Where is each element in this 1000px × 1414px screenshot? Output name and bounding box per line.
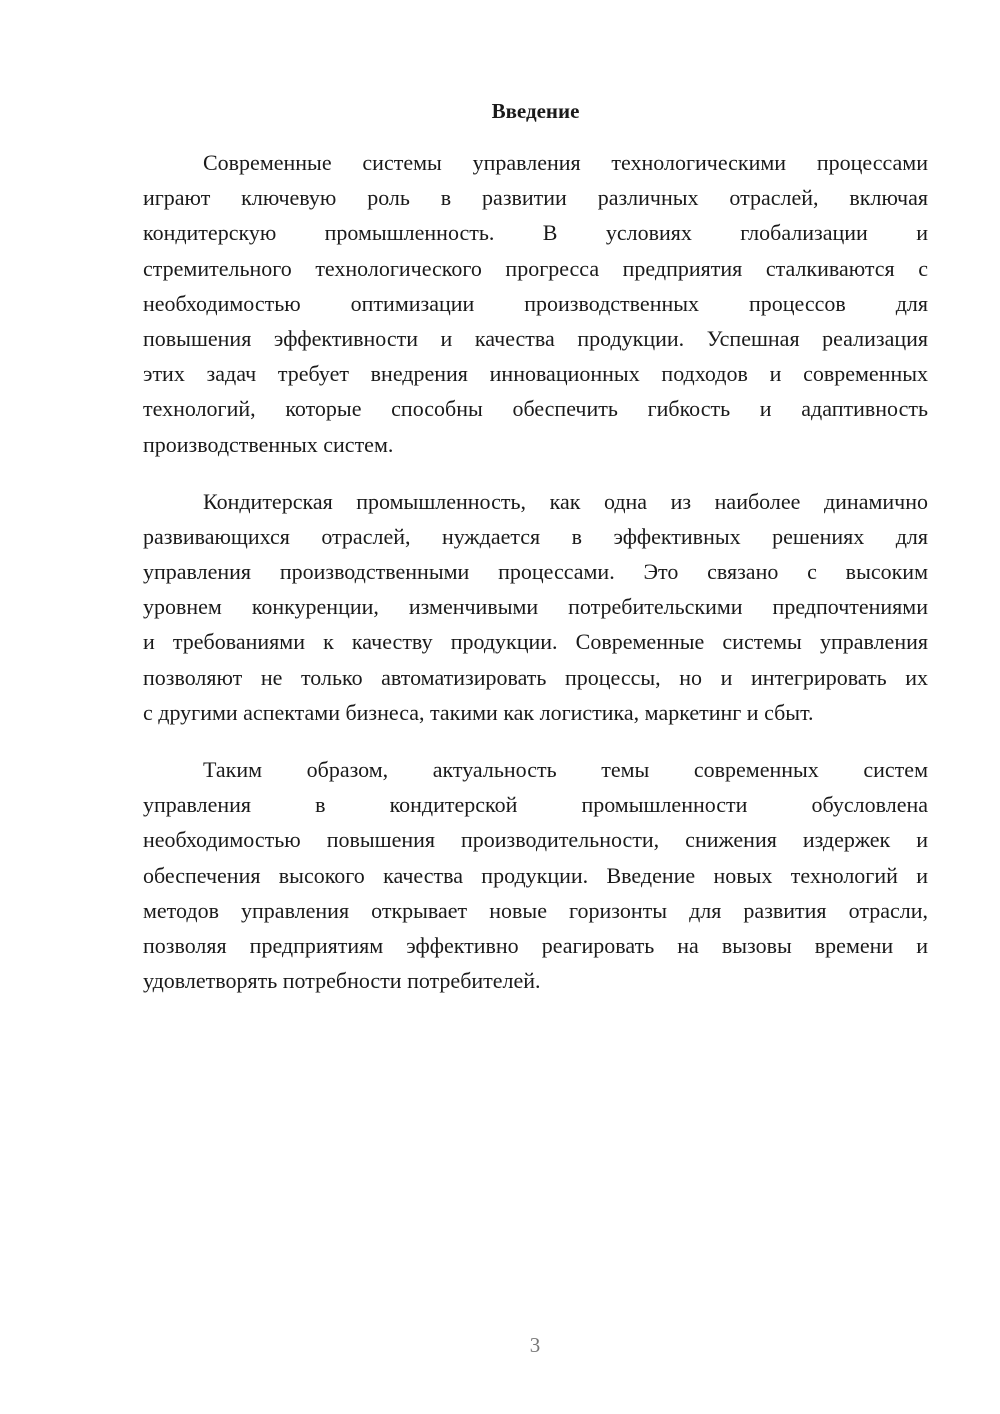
text-line: кондитерскую промышленность. В условиях глобализации и	[143, 220, 928, 246]
text-line: этих задач требует внедрения инновационных подходов и современных	[143, 361, 928, 387]
text-line: и требованиями к качеству продукции. Современные системы управления	[143, 629, 928, 655]
text-line: производственных систем.	[143, 431, 394, 457]
document-body	[143, 145, 928, 1020]
text-line: обеспечения высокого качества продукции. Введение новых технологий и	[143, 862, 928, 888]
text-line: Кондитерская промышленность, как одна из наиболее динамично	[203, 488, 928, 514]
text-line: управления в кондитерской промышленности обусловлена	[143, 792, 928, 818]
text-line: Таким образом, актуальность темы современных систем	[203, 757, 928, 782]
text-line: технологий, которые способны обеспечить гибкость и адаптивность	[143, 396, 928, 422]
text-line: удовлетворять потребности потребителей.	[143, 968, 541, 994]
text-line: необходимостью оптимизации производственных процессов для	[143, 290, 928, 316]
text-line: управления производственными процессами. Это связано с высоким	[143, 559, 928, 585]
section-title: Введение	[491, 99, 580, 123]
text-line: методов управления открывает новые горизонты для развития отрасли,	[143, 897, 928, 923]
text-line: играют ключевую роль в развитии различных отраслей, включая	[143, 185, 928, 211]
paragraph	[143, 752, 928, 998]
text-line: Современные системы управления технологическими процессами	[203, 150, 928, 175]
text-line: повышения эффективности и качества продукции. Успешная реализация	[143, 325, 928, 351]
text-line: позволяя предприятиям эффективно реагировать на вызовы времени и	[143, 932, 928, 958]
paragraph	[143, 484, 928, 730]
text-line: необходимостью повышения производительности, снижения издержек и	[143, 827, 928, 853]
page-number: 3	[529, 1333, 541, 1357]
text-line: с другими аспектами бизнеса, такими как логистика, маркетинг и сбыт.	[143, 699, 814, 725]
text-line: позволяют не только автоматизировать процессы, но и интегрировать их	[143, 664, 928, 690]
text-line: стремительного технологического прогресса предприятия сталкиваются с	[143, 255, 928, 281]
text-line: уровнем конкуренции, изменчивыми потребительскими предпочтениями	[143, 594, 928, 620]
text-line: развивающихся отраслей, нуждается в эффективных решениях для	[143, 523, 928, 549]
paragraph	[143, 145, 928, 462]
